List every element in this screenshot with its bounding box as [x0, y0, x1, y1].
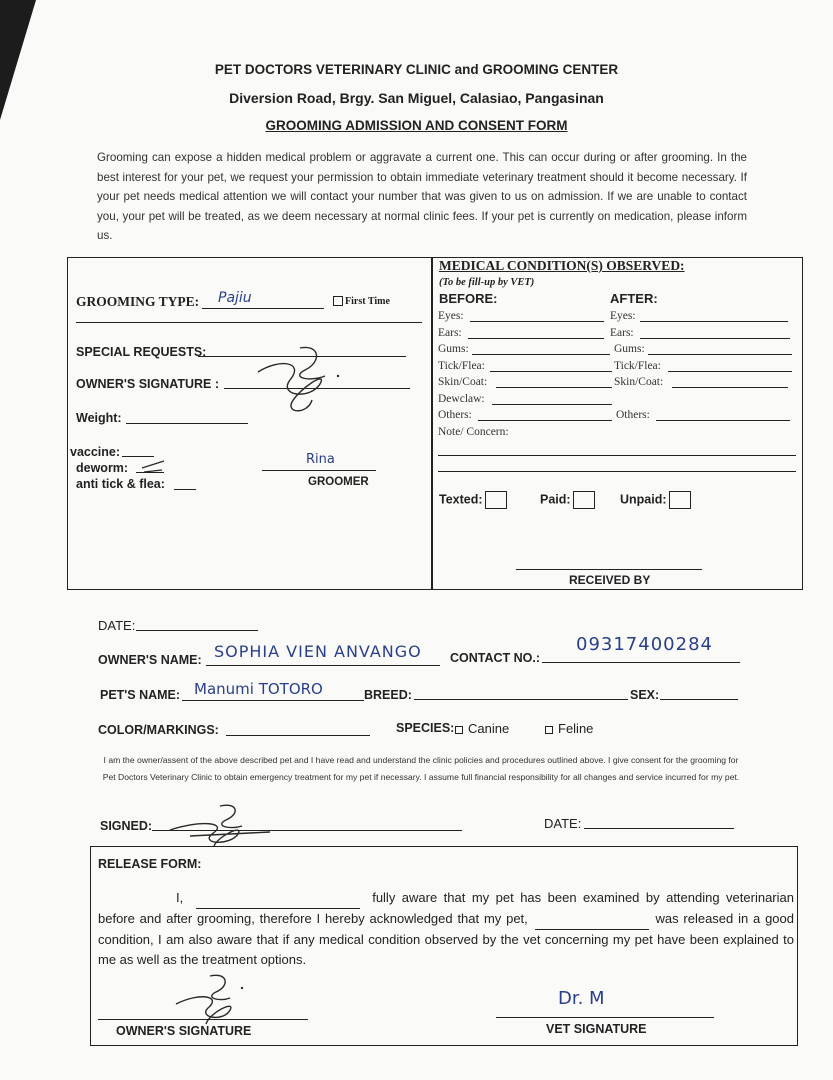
- release-title: RELEASE FORM:: [98, 857, 202, 871]
- release-paragraph: I, fully aware that my pet has been examined by attending veterinarian before and after grooming, therefore I hereby acknowledged that my pet, was released in a good condition, I am also aware that if any medical condition observed by the vet concerning my pet have been explained to me as well as the treatment options.: [98, 890, 794, 967]
- unpaid-checkbox[interactable]: [669, 491, 691, 509]
- before-dewclaw: Dewclaw:: [438, 393, 485, 405]
- after-ears: Ears:: [610, 327, 634, 339]
- breed-label: BREED:: [364, 688, 412, 702]
- consent-date-label: DATE:: [544, 816, 582, 831]
- vaccine-label: vaccine:: [70, 445, 121, 459]
- release-pet-blank[interactable]: [535, 909, 649, 930]
- feline-label: Feline: [558, 721, 594, 736]
- before-ears: Ears:: [438, 327, 462, 339]
- before-eyes: Eyes:: [438, 310, 464, 322]
- texted-label: Texted:: [439, 491, 507, 509]
- before-tick-flea: Tick/Flea:: [438, 360, 485, 372]
- deworm-checkmark: [140, 458, 168, 474]
- date-line[interactable]: [136, 630, 258, 631]
- groomer-label: GROOMER: [308, 476, 369, 488]
- color-markings-label: COLOR/MARKINGS:: [98, 723, 219, 737]
- after-skin-coat: Skin/Coat:: [614, 376, 664, 388]
- breed-line[interactable]: [414, 699, 628, 700]
- deworm-label: deworm:: [76, 461, 129, 475]
- note-line-2[interactable]: [438, 471, 796, 472]
- feline-checkbox[interactable]: [545, 726, 553, 734]
- unpaid-label: Unpaid:: [620, 491, 691, 509]
- date-label: DATE:: [98, 618, 136, 633]
- after-label: AFTER:: [610, 291, 658, 306]
- clinic-address: Diversion Road, Brgy. San Miguel, Calasiao, Pangasinan: [229, 90, 604, 106]
- grooming-type-label: GROOMING TYPE:: [76, 294, 200, 309]
- received-by-line[interactable]: [516, 569, 702, 570]
- box-divider: [431, 257, 433, 590]
- color-markings-line[interactable]: [226, 735, 370, 736]
- vet-sig-label: VET SIGNATURE: [546, 1022, 647, 1036]
- owner-signature-scribble: [250, 340, 360, 420]
- weight-line[interactable]: [126, 423, 248, 424]
- owner-name-label: OWNER'S NAME:: [98, 653, 202, 667]
- owner-name-value[interactable]: SOPHIA VIEN ANVANGO: [214, 642, 422, 661]
- signed-label: SIGNED:: [100, 819, 153, 833]
- species-label: SPECIES:: [396, 721, 455, 735]
- consent-signature-scribble: [160, 800, 280, 850]
- contact-label: CONTACT NO.:: [450, 651, 541, 665]
- note-line-1[interactable]: [438, 455, 796, 456]
- before-gums: Gums:: [438, 343, 469, 355]
- weight-label: Weight:: [76, 411, 122, 425]
- consent-date-line[interactable]: [584, 828, 734, 829]
- pet-name-label: PET'S NAME:: [100, 688, 181, 702]
- sex-label: SEX:: [630, 688, 660, 702]
- before-skin-coat: Skin/Coat:: [438, 376, 488, 388]
- after-others: Others:: [616, 409, 650, 421]
- form-title: GROOMING ADMISSION AND CONSENT FORM: [265, 118, 568, 133]
- grooming-type-value[interactable]: Pajiu: [218, 290, 252, 306]
- intro-paragraph: Grooming can expose a hidden medical problem or aggravate a current one. This can occur during or after grooming. In the best interest for your pet, we request your permission to obtain immediate veterinary treatment should it become necessary. If your pet needs medical attention we will contact your number that was given to us on admission. If we are unable to contact you, your pet will be treated, as we deem necessary at normal clinic fees. If your pet is currently on medication, please inform us.: [97, 151, 747, 242]
- release-owner-blank[interactable]: [196, 888, 360, 909]
- after-tick-flea: Tick/Flea:: [614, 360, 661, 372]
- groomer-value[interactable]: Rina: [306, 452, 335, 467]
- first-time-checkbox[interactable]: [333, 296, 343, 306]
- medical-subtitle: (To be fill-up by VET): [439, 277, 535, 288]
- anti-tick-label: anti tick & flea:: [76, 477, 165, 491]
- release-owner-signature-scribble: [170, 970, 260, 1030]
- clinic-name: PET DOCTORS VETERINARY CLINIC and GROOMING CENTER: [214, 62, 619, 77]
- owner-signature-label: OWNER'S SIGNATURE :: [76, 377, 220, 391]
- paid-label: Paid:: [540, 491, 595, 509]
- canine-checkbox[interactable]: [455, 726, 463, 734]
- pet-name-value[interactable]: Manumi TOTORO: [194, 680, 323, 698]
- first-time-label: First Time: [345, 296, 390, 307]
- before-label: BEFORE:: [439, 291, 498, 306]
- note-concern-label: Note/ Concern:: [438, 426, 509, 438]
- special-requests-label: SPECIAL REQUESTS:: [76, 345, 207, 359]
- texted-checkbox[interactable]: [485, 491, 507, 509]
- received-by-label: RECEIVED BY: [569, 573, 651, 587]
- consent-paragraph: I am the owner/assent of the above described pet and I have read and understand the clinic policies and procedures outlined above. I give consent for the grooming for Pet Doctors Veterinary Clinic to obtain emergency treatment for my pet if necessary. I assume full financial responsibility for all changes and service incurred for my pet.: [102, 755, 740, 782]
- sex-line[interactable]: [660, 699, 738, 700]
- vet-signature-value[interactable]: Dr. M: [558, 988, 605, 1009]
- before-others: Others:: [438, 409, 472, 421]
- paid-checkbox[interactable]: [573, 491, 595, 509]
- contact-value[interactable]: 09317400284: [576, 634, 713, 655]
- after-eyes: Eyes:: [610, 310, 636, 322]
- canine-label: Canine: [468, 721, 510, 736]
- medical-title: MEDICAL CONDITION(S) OBSERVED:: [439, 258, 685, 273]
- after-gums: Gums:: [614, 343, 645, 355]
- release-owner-sig-label: OWNER'S SIGNATURE: [116, 1024, 252, 1038]
